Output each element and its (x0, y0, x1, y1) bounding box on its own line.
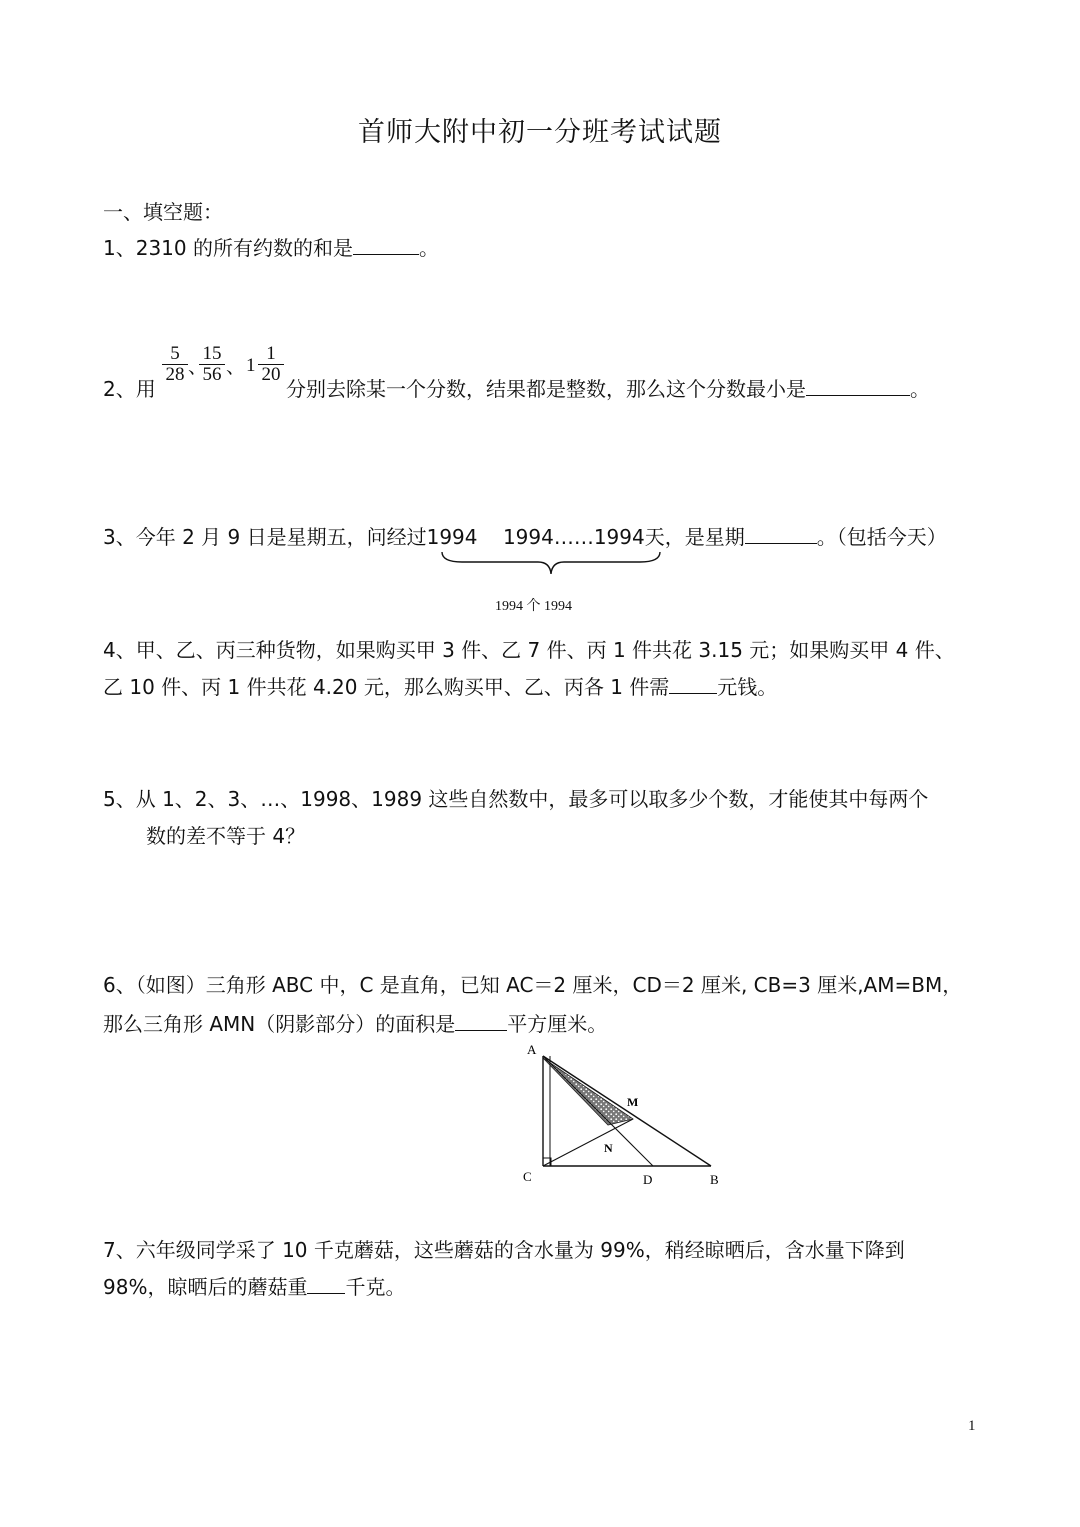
fraction-numerator: 15 (202, 343, 222, 364)
underbrace-label: 1994 个 1994 (495, 599, 572, 614)
question-4-line-1: 4、甲、乙、丙三种货物，如果购买甲 3 件、乙 7 件、丙 1 件共花 3.15 元；如果购买甲 4 件、 (103, 638, 955, 662)
label-a: A (527, 1042, 537, 1057)
question-3-after: 天，是星期 (644, 525, 745, 549)
question-3-number-sequence: 1994 1994……1994 (426, 525, 645, 549)
mixed-number-whole: 1 (246, 355, 256, 376)
fraction-denominator: 28 (162, 364, 188, 385)
question-1-end: 。 (418, 236, 439, 260)
answer-blank (745, 541, 817, 544)
label-b: B (710, 1172, 719, 1187)
question-3 (103, 523, 947, 551)
page-number: 1 (968, 1418, 976, 1434)
question-2-prefix: 2、用 (103, 377, 156, 401)
underbrace (440, 550, 662, 578)
answer-blank (806, 393, 910, 396)
page-title: 首师大附中初一分班考试试题 (358, 117, 722, 148)
question-6-end: 平方厘米。 (507, 1012, 608, 1036)
question-6-line-2 (103, 1010, 607, 1038)
question-5-line-2: 数的差不等于 4？ (146, 824, 306, 848)
answer-blank (307, 1291, 345, 1294)
question-7-line-2 (103, 1273, 405, 1301)
segment-ad (543, 1056, 653, 1166)
fraction-1-20 (258, 344, 284, 385)
question-1 (103, 234, 439, 262)
fraction-15-56 (199, 344, 225, 385)
question-6-body: 那么三角形 AMN（阴影部分）的面积是 (103, 1012, 456, 1036)
label-d: D (643, 1172, 653, 1187)
shaded-triangle-amn (543, 1058, 633, 1125)
segment-cm (543, 1119, 633, 1166)
question-7-body: 98%，晾晒后的蘑菇重 (103, 1275, 308, 1299)
question-3-before: 3、今年 2 月 9 日是星期五，问经过 (103, 525, 427, 549)
question-2-text (286, 375, 930, 403)
question-2-body: 分别去除某一个分数，结果都是整数，那么这个分数最小是 (286, 377, 806, 401)
label-c: C (523, 1169, 532, 1184)
triangle-figure (515, 1038, 735, 1193)
fraction-denominator: 20 (258, 364, 284, 385)
fraction-separator: 、 (188, 357, 208, 378)
fraction-denominator: 56 (199, 364, 225, 385)
label-m: M (627, 1095, 639, 1109)
question-5-line-1: 5、从 1、2、3、…、1998、1989 这些自然数中，最多可以取多少个数，才能使其中每两个 (103, 787, 929, 811)
fraction-numerator: 5 (170, 343, 180, 364)
section-heading: 一、填空题： (103, 200, 223, 224)
answer-blank (353, 252, 419, 255)
question-7-end: 千克。 (345, 1275, 406, 1299)
label-n: N (604, 1141, 613, 1155)
question-4-line-2 (103, 673, 777, 701)
answer-blank (669, 691, 717, 694)
fraction-separator: 、 (226, 357, 246, 378)
fraction-numerator: 1 (266, 343, 276, 364)
fraction-5-28 (162, 344, 188, 385)
question-1-text: 1、2310 的所有约数的和是 (103, 236, 353, 260)
side-ab (543, 1056, 711, 1166)
question-4-body: 乙 10 件、丙 1 件共花 4.20 元，那么购买甲、乙、丙各 1 件需 (103, 675, 670, 699)
question-2-end: 。 (910, 377, 930, 401)
answer-blank (455, 1028, 507, 1031)
question-6-line-1: 6、（如图）三角形 ABC 中，C 是直角，已知 AC＝2 厘米，CD＝2 厘米, CB=3 厘米,AM=BM， (103, 973, 963, 997)
question-7-line-1: 7、六年级同学采了 10 千克蘑菇，这些蘑菇的含水量为 99%，稍经晾晒后，含水量下降到 (103, 1238, 905, 1262)
question-4-end: 元钱。 (717, 675, 778, 699)
question-3-end: 。（包括今天） (816, 525, 947, 549)
